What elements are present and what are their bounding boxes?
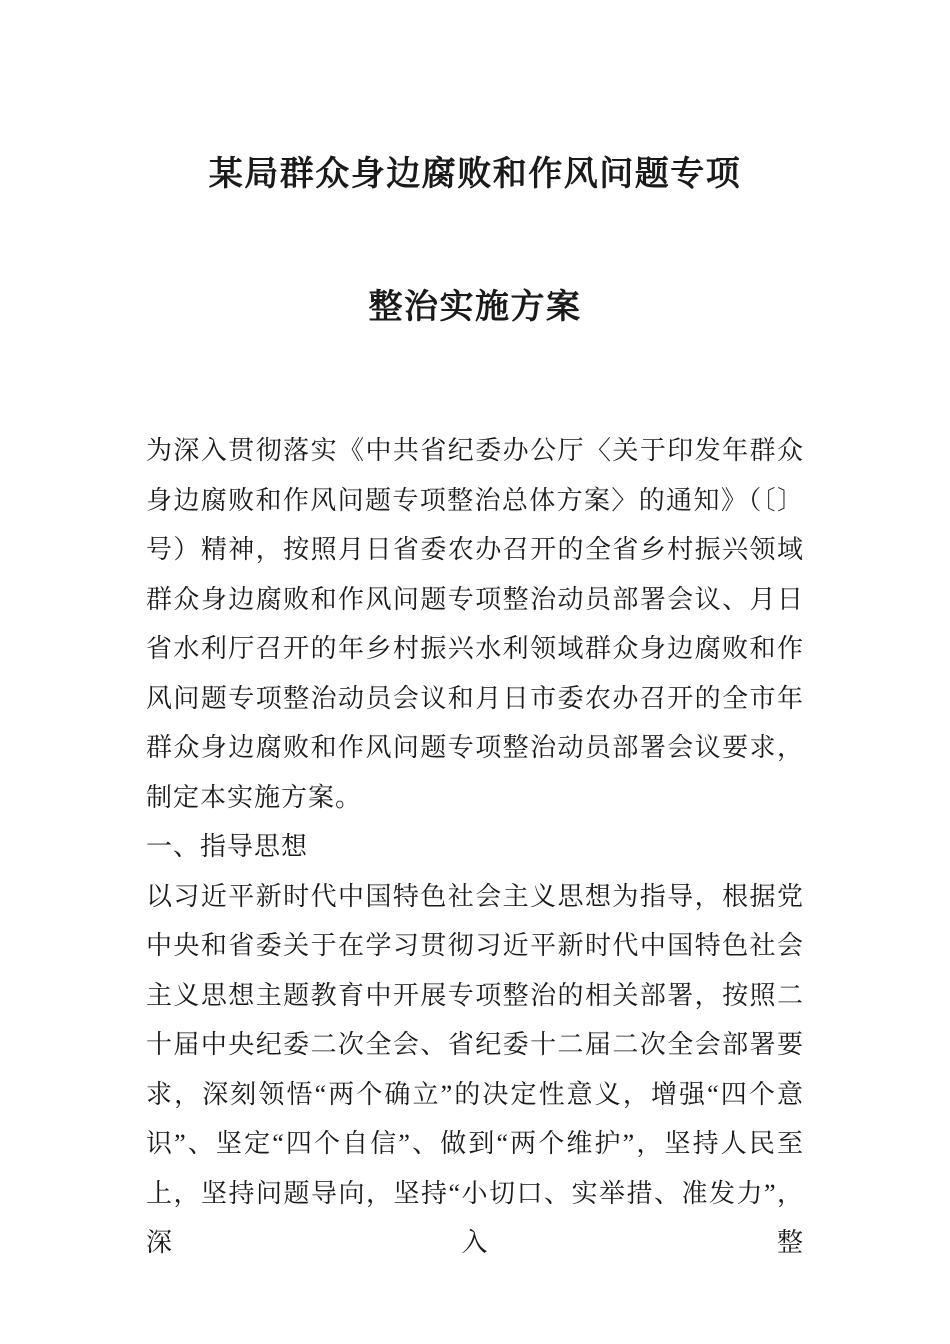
document-title-line-1: 某局群众身边腐败和作风问题专项	[208, 156, 742, 193]
document-title-line-2: 整治实施方案	[368, 289, 582, 326]
paragraph-guiding-ideology: 以习近平新时代中国特色社会主义思想为指导，根据党中央和省委关于在学习贯彻习近平新时代中国特色社会主义思想主题教育中开展专项整治的相关部署，按照二十届中央纪委二次全会、省纪委十二届二次全会部署要求，深刻领悟“两个确立”的决定性意义，增强“四个意识”、坚定“四个自信”、做到“两个维护”，坚持人民至上，坚持问题导向，坚持“小切口、实举措、准发力”，深入整	[146, 881, 804, 1257]
document-header	[0, 0, 950, 325]
paragraph-preamble: 为深入贯彻落实《中共省纪委办公厅〈关于印发年群众身边腐败和作风问题专项整治总体方案〉的通知》（〔〕号）精神，按照月日省委农办召开的全省乡村振兴领域群众身边腐败和作风问题专项整治动员部署会议、月日省水利厅召开的年乡村振兴水利领域群众身边腐败和作风问题专项整治动员会议和月日市委农办召开的全市年群众身边腐败和作风问题专项整治动员部署会议要求，制定本实施方案。	[146, 436, 804, 812]
section-heading-guiding-ideology: 一、指导思想	[146, 832, 309, 861]
document-body	[146, 426, 804, 1268]
